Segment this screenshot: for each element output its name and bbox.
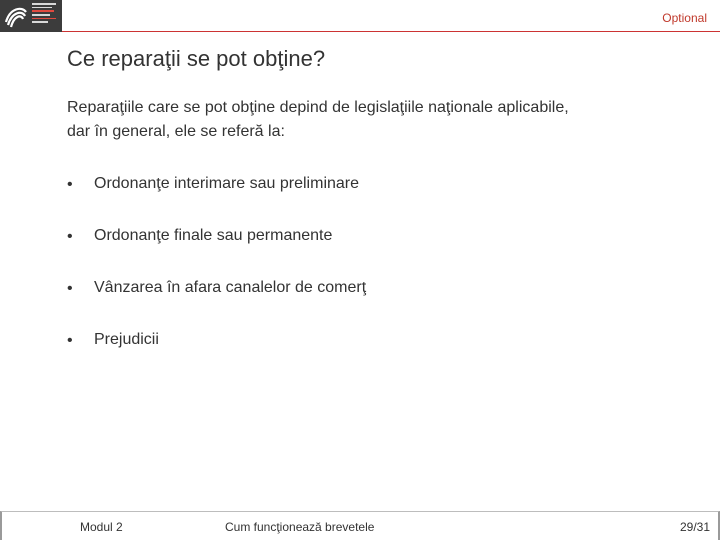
epo-logo <box>0 0 62 32</box>
intro-paragraph <box>67 96 667 144</box>
intro-line-1: Reparaţiile care se pot obţine depind de legislaţiile naţionale aplicabile, <box>67 99 569 116</box>
bullet-dot: • <box>67 176 73 193</box>
header-rule <box>62 31 720 32</box>
list-item-text: Ordonanţe interimare sau preliminare <box>94 175 360 192</box>
list-item-text: Prejudicii <box>94 331 159 348</box>
bullet-dot: • <box>67 332 73 349</box>
bullet-dot: • <box>67 228 73 245</box>
page-title: Ce reparaţii se pot obţine? <box>67 46 326 71</box>
optional-label: Optional <box>662 11 707 25</box>
bullet-dot: • <box>67 280 73 297</box>
intro-line-2: dar în general, ele se referă la: <box>67 123 285 140</box>
list-item-text: Ordonanţe finale sau permanente <box>94 227 333 244</box>
footer-module: Modul 2 <box>80 520 123 534</box>
slide-footer <box>0 511 720 540</box>
list-item-text: Vânzarea în afara canalelor de comerţ <box>94 279 367 296</box>
logo-wordmark <box>32 3 60 25</box>
epo-logo-icon <box>2 2 30 30</box>
footer-course-title: Cum funcţionează brevetele <box>225 520 375 534</box>
page-number: 29/31 <box>679 520 710 534</box>
